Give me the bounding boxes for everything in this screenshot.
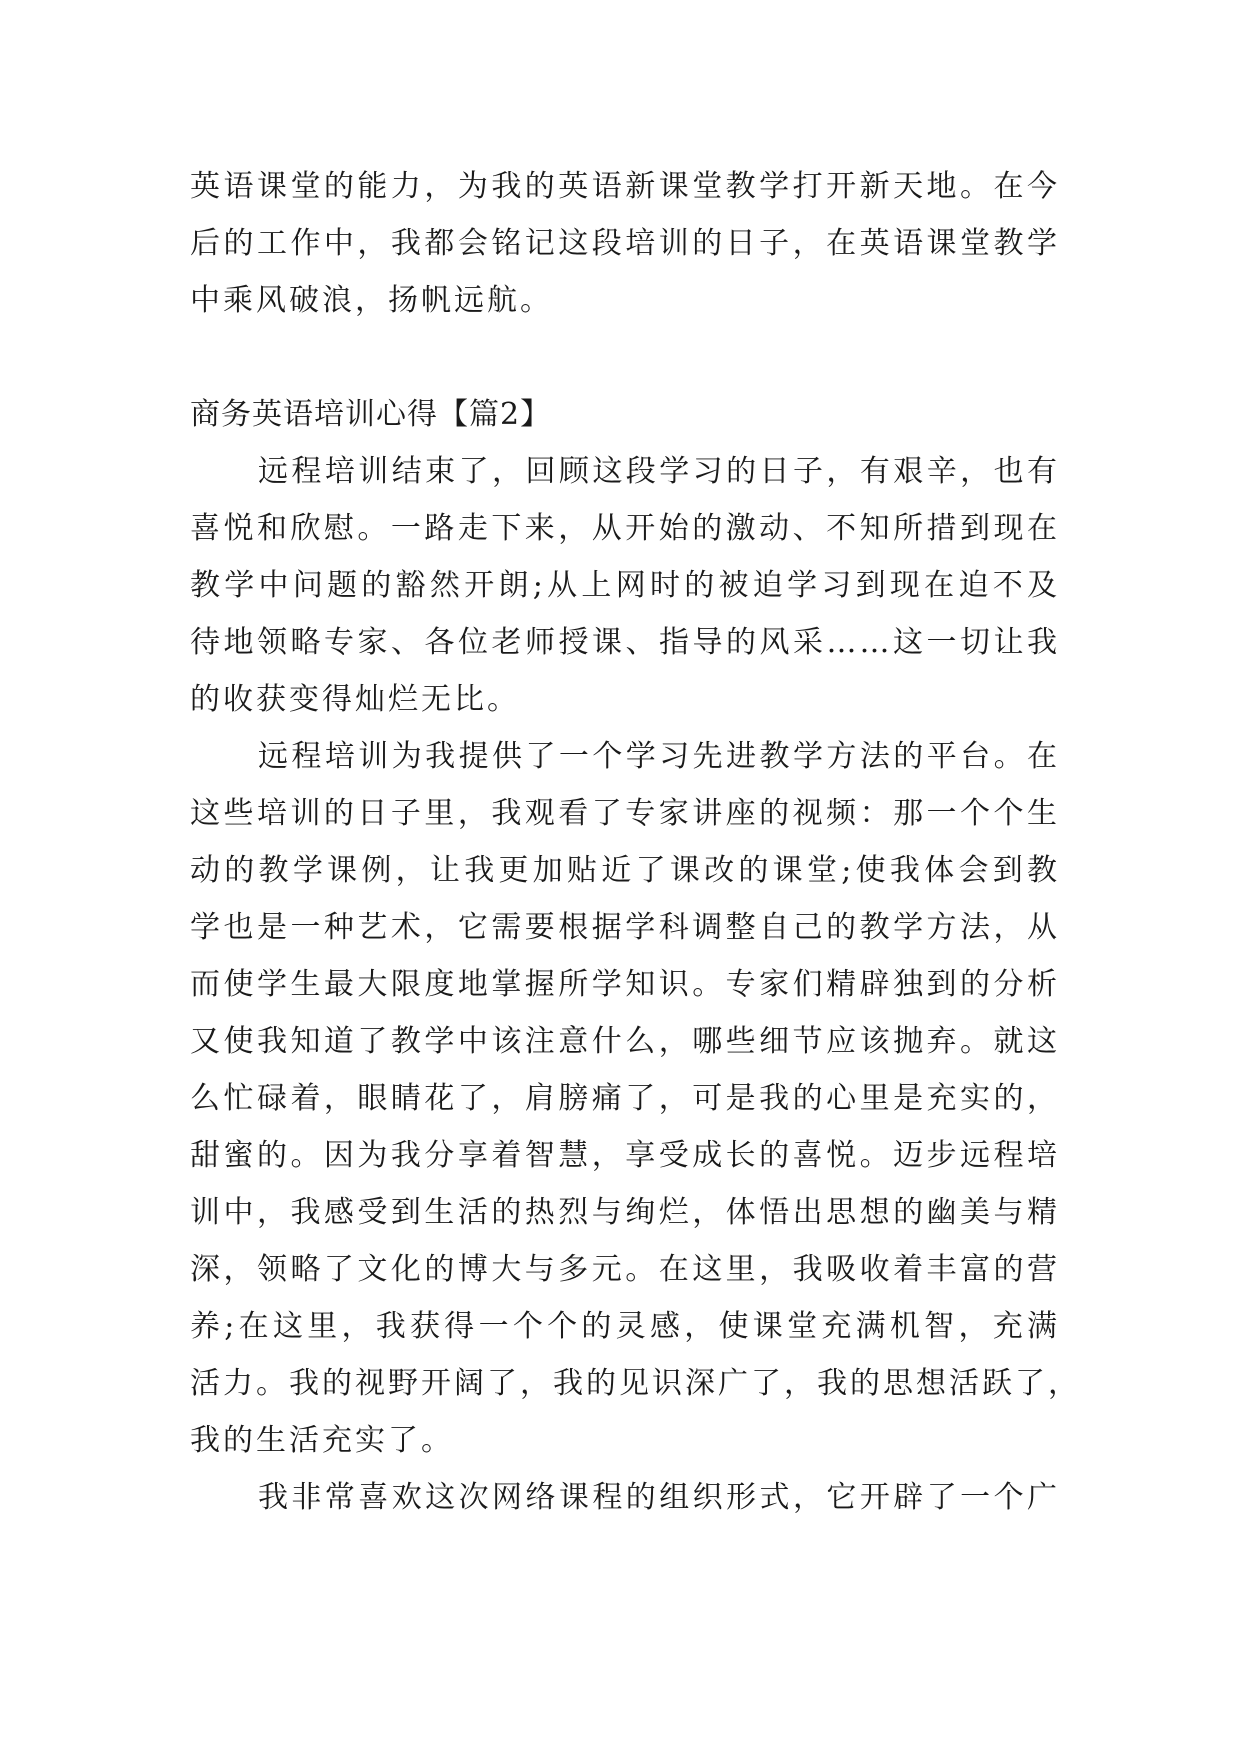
text-line: 甜蜜的。因为我分享着智慧，享受成长的喜悦。迈步远程培 [190, 1138, 1060, 1173]
paragraph-1 [190, 443, 1060, 728]
paragraph-gap [190, 329, 1060, 386]
text-line: 训中，我感受到生活的热烈与绚烂，体悟出思想的幽美与精 [190, 1195, 1060, 1230]
text-line: 的收获变得灿烂无比。 [190, 682, 520, 717]
paragraph-3 [190, 1469, 1060, 1526]
continuation-paragraph [190, 158, 1060, 329]
text-line: 喜悦和欣慰。一路走下来，从开始的激动、不知所措到现在 [190, 511, 1060, 546]
text-line: 学也是一种艺术，它需要根据学科调整自己的教学方法，从 [190, 910, 1060, 945]
text-line: 英语课堂的能力，为我的英语新课堂教学打开新天地。在今 [190, 169, 1060, 204]
text-line: 活力。我的视野开阔了，我的见识深广了，我的思想活跃了， [190, 1366, 1081, 1401]
text-line: 我的生活充实了。 [190, 1423, 454, 1458]
text-line: 深，领略了文化的博大与多元。在这里，我吸收着丰富的营 [190, 1252, 1060, 1287]
document-body [190, 158, 1081, 1526]
paragraph-2 [190, 728, 1081, 1469]
section-heading: 商务英语培训心得【篇2】 [190, 397, 552, 432]
text-line: 而使学生最大限度地掌握所学知识。专家们精辟独到的分析 [190, 967, 1060, 1002]
text-line: 又使我知道了教学中该注意什么，哪些细节应该抛弃。就这 [190, 1024, 1060, 1059]
text-line: 中乘风破浪，扬帆远航。 [190, 283, 553, 318]
text-line: 养;在这里，我获得一个个的灵感，使课堂充满机智，充满 [190, 1309, 1060, 1344]
text-line: 远程培训结束了，回顾这段学习的日子，有艰辛，也有 [258, 454, 1060, 489]
text-line: 待地领略专家、各位老师授课、指导的风采……这一切让我 [190, 625, 1060, 660]
text-line: 我非常喜欢这次网络课程的组织形式，它开辟了一个广 [258, 1480, 1060, 1515]
text-line: 远程培训为我提供了一个学习先进教学方法的平台。在 [258, 739, 1060, 774]
text-line: 这些培训的日子里，我观看了专家讲座的视频：那一个个生 [190, 796, 1060, 831]
text-line: 么忙碌着，眼睛花了，肩膀痛了，可是我的心里是充实的， [190, 1081, 1060, 1116]
text-line: 后的工作中，我都会铭记这段培训的日子，在英语课堂教学 [190, 226, 1060, 261]
text-line: 教学中问题的豁然开朗;从上网时的被迫学习到现在迫不及 [190, 568, 1060, 603]
text-line: 动的教学课例，让我更加贴近了课改的课堂;使我体会到教 [190, 853, 1060, 888]
